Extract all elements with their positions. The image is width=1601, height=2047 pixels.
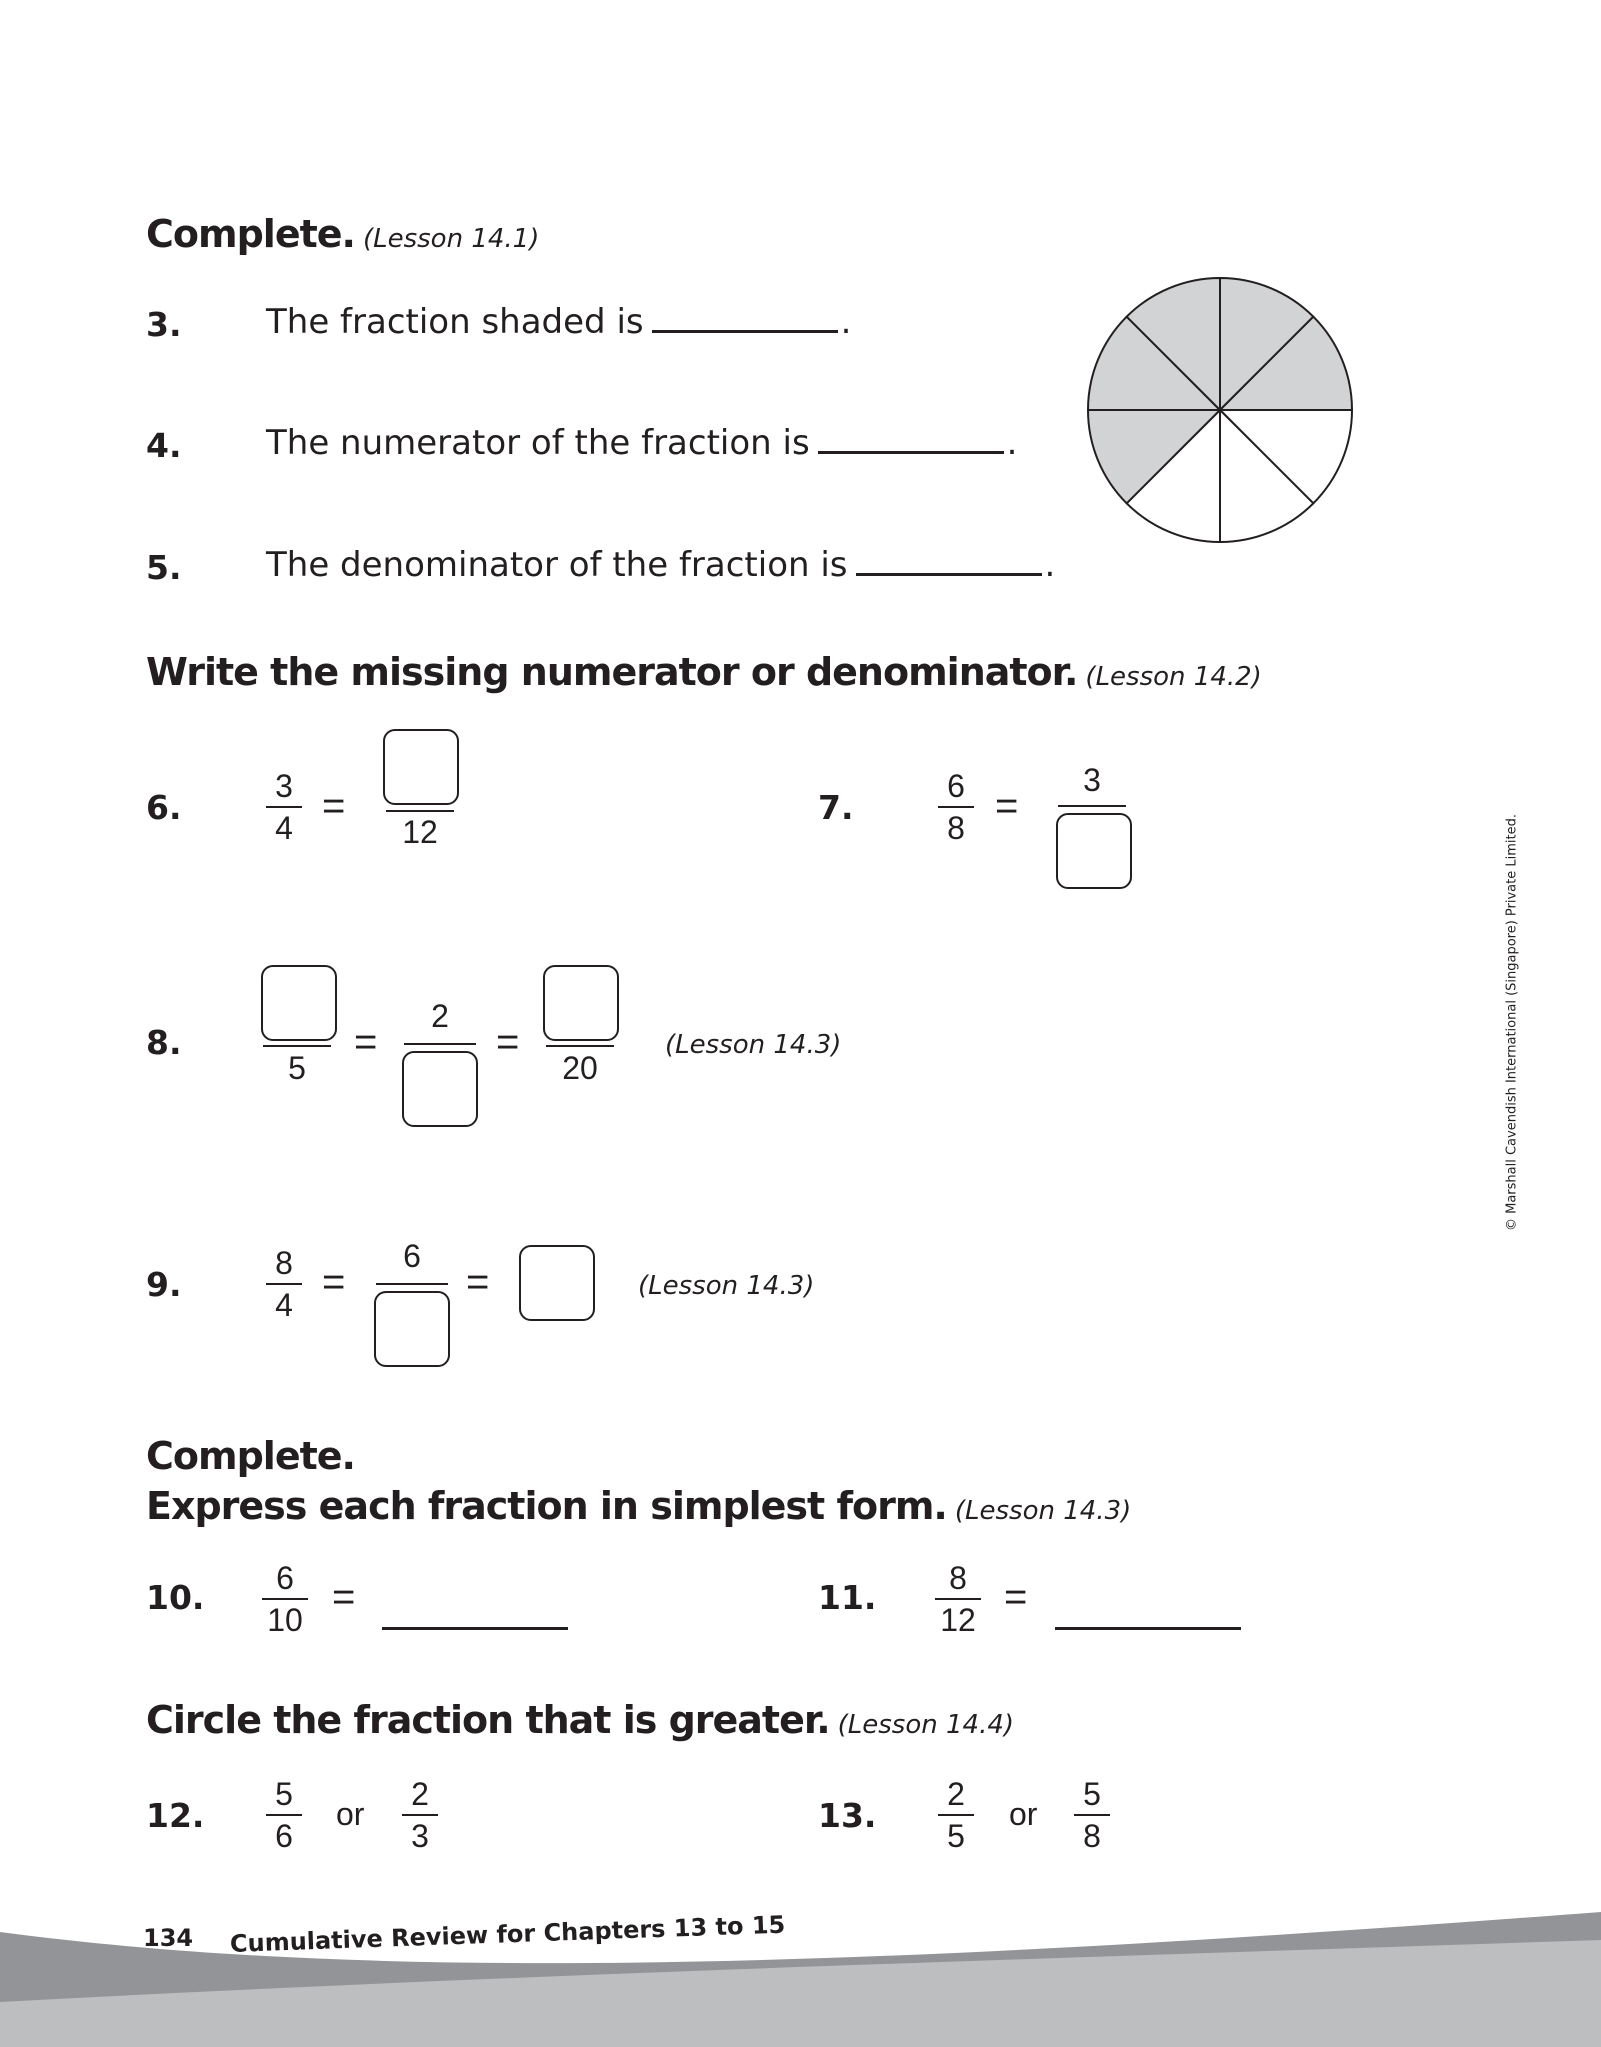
section-heading-simplest xyxy=(146,1484,1131,1528)
equals-sign: = xyxy=(496,1020,520,1064)
numerator: 2 xyxy=(411,1776,429,1812)
section-heading-complete-2: Complete. xyxy=(146,1434,355,1478)
answer-blank-11[interactable] xyxy=(1055,1627,1241,1630)
lesson-ref: (Lesson 14.3) xyxy=(954,1496,1132,1526)
footer-band xyxy=(0,1880,1601,2047)
denominator-20: 20 xyxy=(562,1050,598,1086)
numerator: 8 xyxy=(949,1560,967,1596)
question-number-10: 10. xyxy=(146,1578,205,1617)
equals-sign: = xyxy=(995,784,1019,828)
denominator: 4 xyxy=(275,1287,293,1323)
numerator: 6 xyxy=(947,768,965,804)
denominator: 4 xyxy=(275,810,293,846)
answer-blank-3[interactable] xyxy=(652,300,838,333)
question-number-5: 5. xyxy=(146,548,182,587)
answer-box-8-third-numerator[interactable] xyxy=(543,965,619,1041)
fraction-option-2-3[interactable] xyxy=(402,1776,438,1854)
period: . xyxy=(1006,423,1018,463)
fraction-bar xyxy=(938,806,974,808)
fraction-bar xyxy=(546,1045,614,1047)
fraction-bar xyxy=(386,810,454,812)
question-number-4: 4. xyxy=(146,426,182,465)
fraction-bar xyxy=(262,1598,308,1600)
numerator: 3 xyxy=(275,768,293,804)
lesson-ref: (Lesson 14.1) xyxy=(362,224,540,254)
question-3-text xyxy=(266,300,851,342)
question-number-3: 3. xyxy=(146,305,182,344)
fraction-8-12 xyxy=(935,1560,981,1638)
equals-sign: = xyxy=(322,784,346,828)
or-word: or xyxy=(1009,1796,1038,1832)
denominator: 5 xyxy=(947,1818,965,1854)
question-3-prompt: The fraction shaded is xyxy=(266,302,644,342)
fraction-bar xyxy=(402,1814,438,1816)
fraction-option-5-6[interactable] xyxy=(266,1776,302,1854)
answer-box-8-second-denominator[interactable] xyxy=(402,1051,478,1127)
period: . xyxy=(840,302,852,342)
question-number-6: 6. xyxy=(146,788,182,827)
section-heading-missing xyxy=(146,650,1262,694)
equals-sign: = xyxy=(466,1260,490,1304)
denominator: 8 xyxy=(947,810,965,846)
answer-blank-5[interactable] xyxy=(856,543,1042,576)
answer-blank-4[interactable] xyxy=(818,421,1004,454)
numerator: 5 xyxy=(275,1776,293,1812)
equals-sign: = xyxy=(332,1575,356,1619)
numerator: 6 xyxy=(276,1560,294,1596)
answer-box-6-numerator[interactable] xyxy=(383,729,459,805)
denominator: 6 xyxy=(275,1818,293,1854)
numerator: 2 xyxy=(947,1776,965,1812)
numerator-3: 3 xyxy=(1083,762,1101,798)
fraction-6-10 xyxy=(262,1560,308,1638)
footer-title: Cumulative Review for Chapters 13 to 15 xyxy=(229,1910,786,1958)
fraction-bar xyxy=(266,1283,302,1285)
question-number-13: 13. xyxy=(818,1796,877,1835)
question-4-prompt: The numerator of the fraction is xyxy=(266,423,810,463)
answer-box-7-denominator[interactable] xyxy=(1056,813,1132,889)
lesson-ref: (Lesson 14.2) xyxy=(1085,662,1262,692)
section-heading-circle xyxy=(146,1698,1014,1742)
answer-box-9-whole[interactable] xyxy=(519,1245,595,1321)
fraction-bar xyxy=(935,1598,981,1600)
answer-box-9-denominator[interactable] xyxy=(374,1291,450,1367)
fraction-bar xyxy=(266,806,302,808)
lesson-ref-9: (Lesson 14.3) xyxy=(638,1271,815,1301)
fraction-3-4 xyxy=(266,768,302,846)
equals-sign: = xyxy=(354,1020,378,1064)
denominator: 3 xyxy=(411,1818,429,1854)
denominator: 8 xyxy=(1083,1818,1101,1854)
fraction-bar xyxy=(938,1814,974,1816)
numerator: 8 xyxy=(275,1245,293,1281)
numerator: 5 xyxy=(1083,1776,1101,1812)
answer-box-8-first-numerator[interactable] xyxy=(261,965,337,1041)
denominator-12: 12 xyxy=(402,814,438,850)
fraction-bar xyxy=(404,1043,476,1045)
fraction-6-8 xyxy=(938,768,974,846)
fraction-option-2-5[interactable] xyxy=(938,1776,974,1854)
copyright-notice: © Marshall Cavendish International (Singapore) Private Limited. xyxy=(1504,814,1520,1232)
fraction-circle-diagram xyxy=(1080,275,1360,545)
equals-sign: = xyxy=(322,1260,346,1304)
question-number-9: 9. xyxy=(146,1265,182,1304)
lesson-ref-8: (Lesson 14.3) xyxy=(665,1030,842,1060)
denominator-5: 5 xyxy=(288,1050,306,1086)
question-number-11: 11. xyxy=(818,1578,877,1617)
section-heading-complete xyxy=(146,212,539,256)
answer-blank-10[interactable] xyxy=(382,1627,568,1630)
heading-text: Write the missing numerator or denominator. xyxy=(146,650,1078,694)
heading-text: Circle the fraction that is greater. xyxy=(146,1698,830,1742)
or-word: or xyxy=(336,1796,365,1832)
fraction-8-4 xyxy=(266,1245,302,1323)
question-number-12: 12. xyxy=(146,1796,205,1835)
page-number: 134 xyxy=(143,1924,194,1952)
equals-sign: = xyxy=(1004,1575,1028,1619)
question-5-prompt: The denominator of the fraction is xyxy=(266,545,848,585)
fraction-bar xyxy=(376,1283,448,1285)
question-4-text xyxy=(266,421,1017,463)
question-number-8: 8. xyxy=(146,1023,182,1062)
numerator-2: 2 xyxy=(431,998,449,1034)
fraction-bar xyxy=(1058,805,1126,807)
fraction-bar xyxy=(263,1045,331,1047)
denominator: 12 xyxy=(940,1602,976,1638)
period: . xyxy=(1044,545,1056,585)
numerator-6: 6 xyxy=(403,1238,421,1274)
fraction-option-5-8[interactable] xyxy=(1074,1776,1110,1854)
question-5-text xyxy=(266,543,1055,585)
lesson-ref: (Lesson 14.4) xyxy=(837,1710,1015,1740)
fraction-bar xyxy=(266,1814,302,1816)
question-number-7: 7. xyxy=(818,788,854,827)
denominator: 10 xyxy=(267,1602,303,1638)
fraction-bar xyxy=(1074,1814,1110,1816)
heading-text: Complete. xyxy=(146,212,355,256)
heading-text: Express each fraction in simplest form. xyxy=(146,1484,947,1528)
